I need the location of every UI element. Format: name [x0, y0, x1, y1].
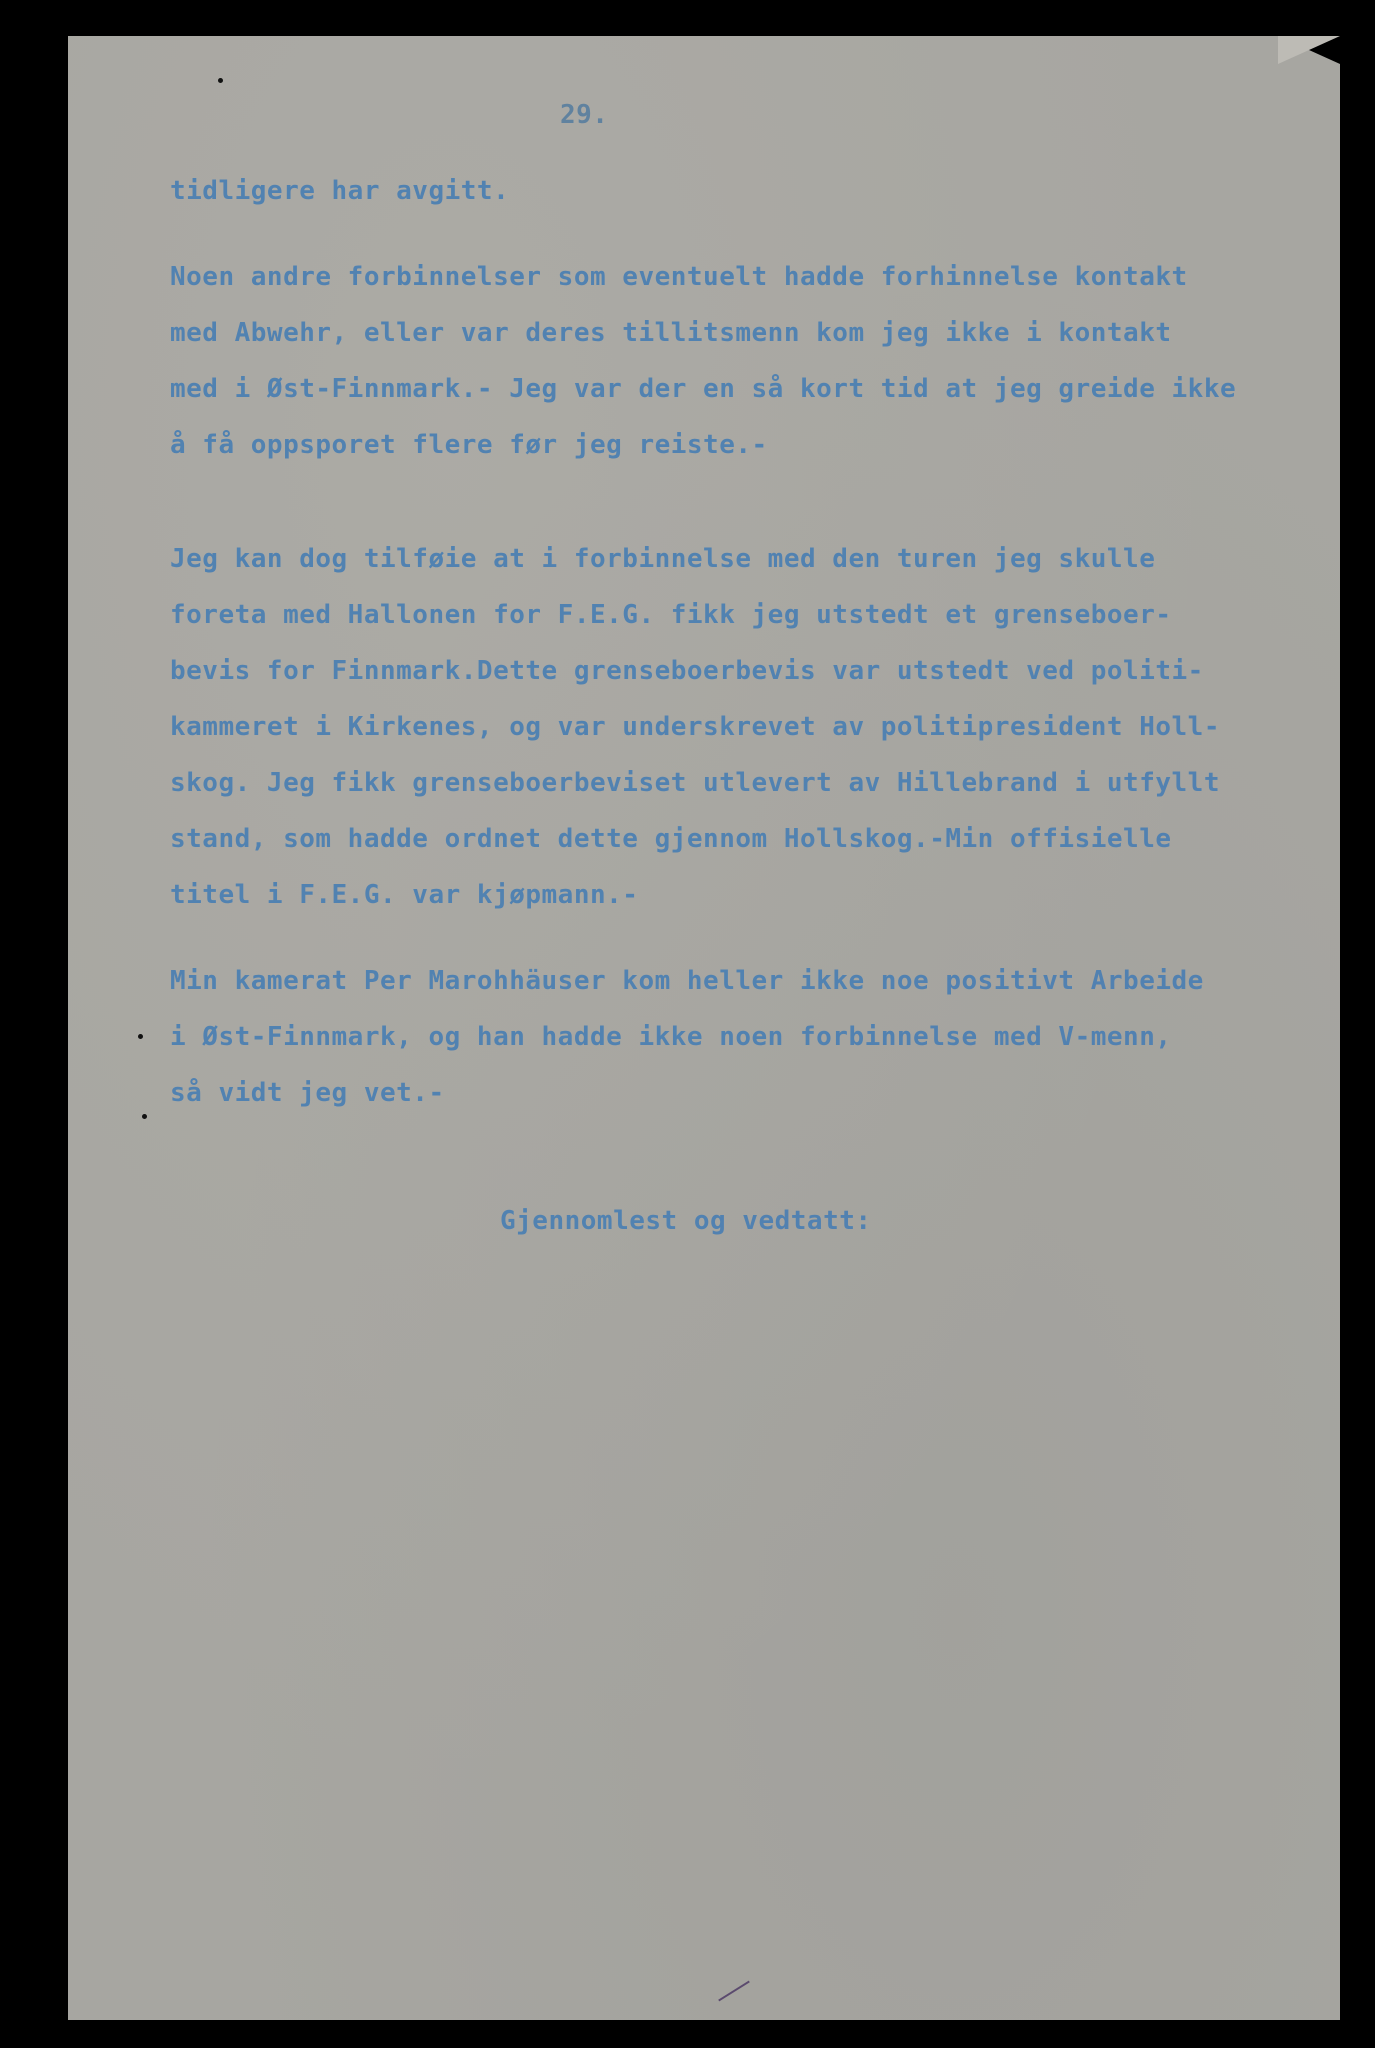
text-line-12: titel i F.E.G. var kjøpmann.-	[170, 880, 639, 910]
text-line-6: Jeg kan dog tilføie at i forbinnelse med den turen jeg skulle	[170, 544, 1156, 574]
text-line-5: å få oppsporet flere før jeg reiste.-	[170, 430, 768, 460]
folded-corner	[1278, 36, 1340, 64]
text-line-15: så vidt jeg vet.-	[170, 1078, 445, 1108]
text-line-14: i Øst-Finnmark, og han hadde ikke noen forbinnelse med V-menn,	[170, 1022, 1172, 1052]
text-line-1: tidligere har avgitt.	[170, 176, 510, 206]
ink-dot	[218, 78, 223, 83]
text-line-10: skog. Jeg fikk grenseboerbeviset utlevert av Hillebrand i utfyllt	[170, 768, 1220, 798]
text-line-13: Min kamerat Per Marohhäuser kom heller ikke noe positivt Arbeide	[170, 966, 1204, 996]
text-line-7: foreta med Hallonen for F.E.G. fikk jeg utstedt et grenseboer-	[170, 600, 1172, 630]
page-number: 29.	[560, 100, 609, 130]
ink-dot	[138, 1034, 143, 1039]
text-line-11: stand, som hadde ordnet dette gjennom Hollskog.-Min offisielle	[170, 824, 1172, 854]
text-line-2: Noen andre forbinnelser som eventuelt hadde forhinnelse kontakt	[170, 262, 1188, 292]
text-line-8: bevis for Finnmark.Dette grenseboerbevis var utstedt ved politi-	[170, 656, 1204, 686]
text-line-9: kammeret i Kirkenes, og var underskrevet av politipresident Holl-	[170, 712, 1220, 742]
text-line-4: med i Øst-Finnmark.- Jeg var der en så kort tid at jeg greide ikke	[170, 374, 1237, 404]
closing-line: Gjennomlest og vedtatt:	[500, 1206, 872, 1236]
text-line-3: med Abwehr, eller var deres tillitsmenn kom jeg ikke i kontakt	[170, 318, 1172, 348]
ink-dot	[142, 1114, 147, 1119]
